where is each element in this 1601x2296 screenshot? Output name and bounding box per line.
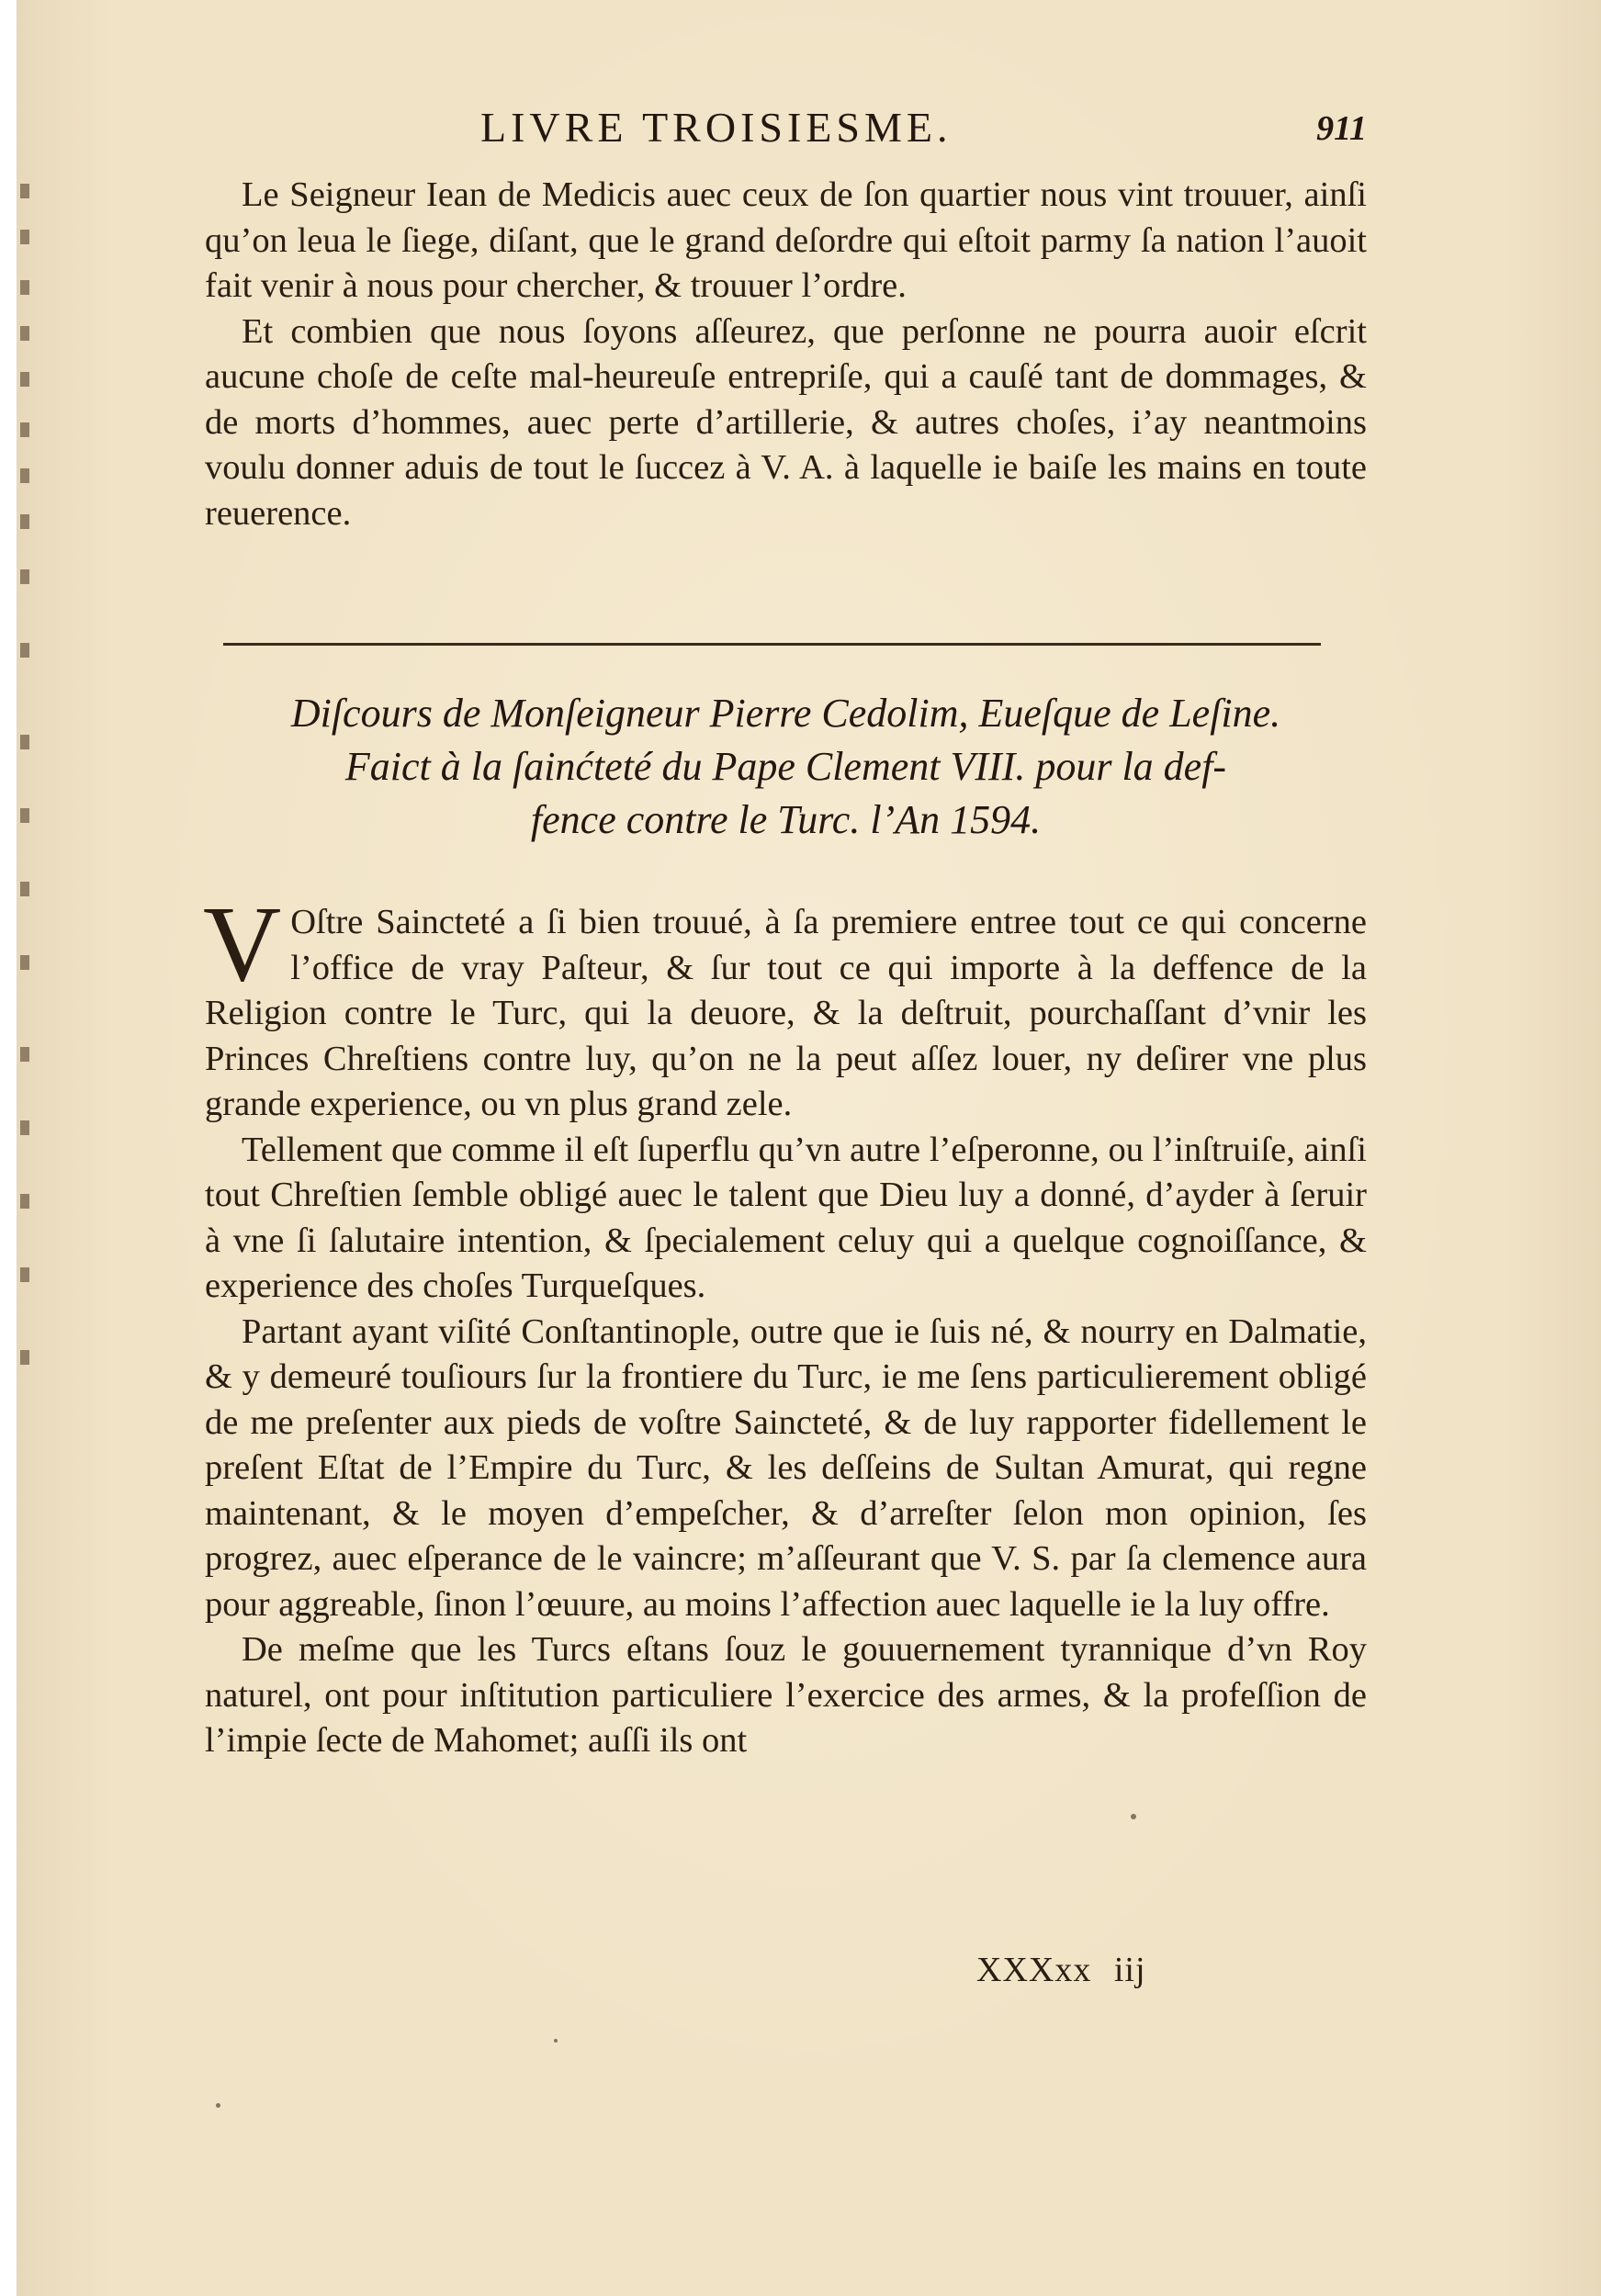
paragraph: Le Seigneur Iean de Medicis auec ceux de ſon quartier nous vint trouuer, ainſi qu’on leua le ſiege, diſant, que le grand deſordre qui eſtoit parmy ſa nation l’auoit fait venir à nous pour chercher, & trouuer l’ordre. bbox=[205, 175, 1367, 305]
drop-cap: V bbox=[203, 884, 282, 1004]
paragraph: Tellement que comme il eſt ſuperflu qu’vn autre l’eſperonne, ou l’inſtruiſe, ainſi tout Chreſtien ſemble obligé auec le talent que Dieu luy a donné, d’ayder à ſeruir à vne ſi ſalutaire intention, & ſpecialement celuy qui a quelque cognoiſſance, & experience des choſes Turqueſques. bbox=[205, 1130, 1367, 1305]
leaf-number: iij bbox=[1113, 1951, 1146, 1989]
heading-line: Diſcours de Monſeigneur Pierre Cedolim, Eueſque de Leſine. bbox=[290, 691, 1281, 736]
main-text-section bbox=[203, 884, 1367, 1764]
paragraph-text: Oſtre Saincteté a ſi bien trouué, à ſa premiere entree tout ce qui concerne l’office de vray Paſteur, & ſur tout ce qui importe à la deffence de la Religion contre le Turc, qui la deuore, & la deſtruit, pourchaſſant d’vnir les Princes Chreſtiens contre luy, qu’on ne la peut aſſez louer, ny deſirer vne plus grande experience, ou vn plus grand zele. bbox=[205, 903, 1367, 1123]
paragraph: Et combien que nous ſoyons aſſeurez, que perſonne ne pourra auoir eſcrit aucune choſe de ceſte mal-heureuſe entrepriſe, qui a cauſé tant de dommages, & de morts d’hommes, auec perte d’artillerie, & autres choſes, i’ay neantmoins voulu donner aduis de tout le ſuccez à V. A. à laquelle ie baiſe les mains en toute reuerence. bbox=[205, 311, 1367, 533]
paragraph: De meſme que les Turcs eſtans ſouz le gouuernement tyrannique d’vn Roy naturel, ont pour inſtitution particuliere l’exercice des armes, & la profeſſion de l’impie ſecte de Mahomet; auſſi ils ont bbox=[205, 1630, 1367, 1760]
ink-speck bbox=[1131, 1814, 1136, 1819]
paragraph: Partant ayant viſité Conſtantinople, outre que ie ſuis né, & nourry en Dalmatie, & y demeuré touſiours ſur la frontiere du Turc, ie me ſens particulierement obligé de me preſenter aux pieds de voſtre Saincteté, & de luy rapporter fidellement le preſent Eſtat de l’Empire du Turc, & les deſſeins de Sultan Amurat, qui regne maintenant, & le moyen d’empeſcher, & d’arreſter ſelon mon opinion, ſes progrez, auec eſperance de le vaincre; m’aſſeurant que V. S. par ſa clemence aura pour aggreable, ſinon l’œuure, au moins l’affection auec laquelle ie la luy offre. bbox=[205, 1311, 1367, 1624]
paragraph bbox=[203, 884, 1367, 1128]
ink-speck bbox=[554, 2039, 558, 2043]
top-text-section bbox=[205, 173, 1367, 536]
heading-line: fence contre le Turc. l’An 1594. bbox=[530, 797, 1042, 842]
book-page bbox=[17, 0, 1601, 2296]
running-title: LIVRE TROISIESME. bbox=[480, 104, 953, 151]
page-header bbox=[17, 103, 1601, 158]
ink-speck bbox=[216, 2103, 220, 2108]
signature-mark bbox=[976, 1950, 1146, 1990]
chapter-heading bbox=[205, 687, 1367, 847]
page-number: 911 bbox=[1316, 109, 1367, 148]
section-divider bbox=[223, 643, 1321, 646]
signature: XXXxx bbox=[976, 1951, 1092, 1989]
heading-line: Faict à la ſainćteté du Pape Clement VIII. pour la def- bbox=[344, 744, 1227, 789]
binding-edge bbox=[17, 165, 53, 1405]
